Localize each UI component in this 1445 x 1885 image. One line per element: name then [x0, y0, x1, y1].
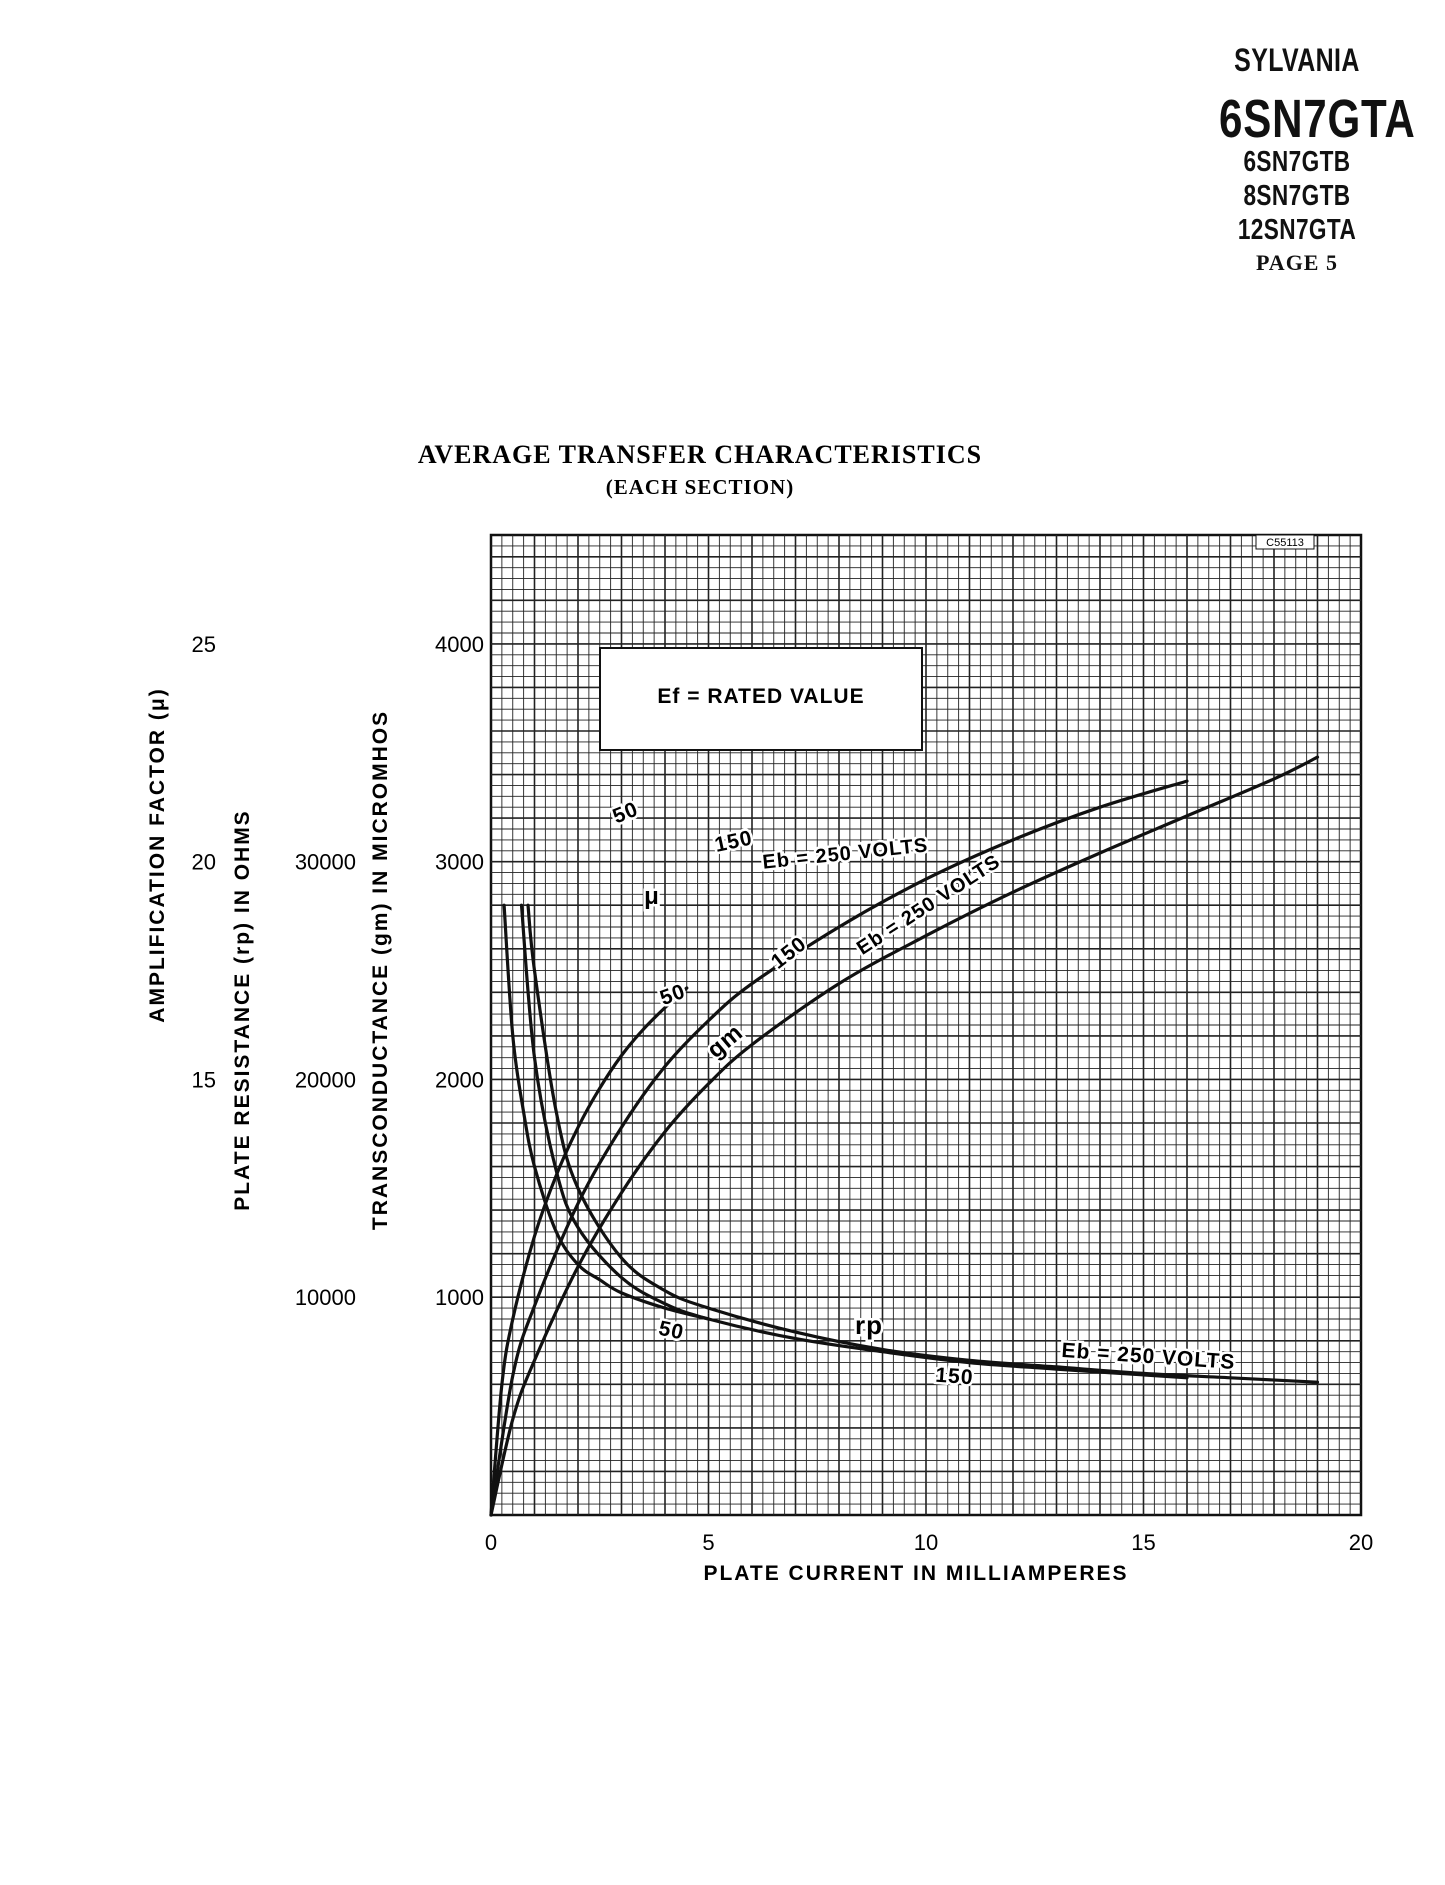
variant-3: 12SN7GTA: [1237, 214, 1357, 246]
chart-title: AVERAGE TRANSFER CHARACTERISTICS: [417, 440, 983, 469]
mu-curve-label: μ: [644, 883, 660, 910]
gm-50-label: 50: [656, 979, 689, 1011]
rp-150-label: 150: [934, 1363, 975, 1390]
gm-tick-label: 4000: [435, 631, 484, 657]
gm-tick-label: 3000: [435, 849, 484, 875]
page-number: PAGE 5: [1256, 250, 1338, 275]
gm-curve-label: gm: [701, 1018, 749, 1064]
x-tick-label: 5: [702, 1530, 715, 1555]
brand-name: SYLVANIA: [1234, 42, 1360, 78]
rp-curve-8: [528, 905, 1318, 1382]
x-tick-label: 10: [913, 1530, 939, 1555]
variant-1: 6SN7GTB: [1243, 146, 1351, 178]
mu-50-label: 50: [609, 797, 642, 829]
y-axis-label-mu: AMPLIFICATION FACTOR (μ): [146, 687, 169, 1023]
x-tick-label: 15: [1131, 1530, 1156, 1555]
mu-tick-label: 25: [191, 631, 216, 657]
variant-2: 8SN7GTB: [1243, 180, 1351, 212]
gm-tick-label: 1000: [435, 1285, 484, 1311]
gm-250-label: Eb = 250 VOLTS: [852, 850, 1005, 960]
rp-250-label: Eb = 250 VOLTS: [1060, 1338, 1237, 1375]
rp-curve-label: rp: [855, 1310, 883, 1340]
y-axis-label-rp: PLATE RESISTANCE (rp) IN OHMS: [231, 809, 254, 1211]
x-axis-label: PLATE CURRENT IN MILLIAMPERES: [703, 1562, 1129, 1585]
mu-tick-label: 15: [191, 1067, 216, 1093]
gm-tick-label: 2000: [435, 1067, 484, 1093]
model-number: 6SN7GTA: [1219, 89, 1416, 149]
rp-50-label: 50: [656, 1316, 687, 1345]
chart-subtitle: (EACH SECTION): [605, 475, 795, 499]
rp-tick-label: 30000: [294, 849, 356, 875]
y-axis-label-gm: TRANSCONDUCTANCE (gm) IN MICROMHOS: [369, 709, 392, 1231]
x-tick-label: 20: [1348, 1530, 1374, 1555]
gm-150-label: 150: [766, 932, 812, 974]
annotation-text: Ef = RATED VALUE: [657, 685, 865, 708]
rp-tick-label: 20000: [294, 1067, 356, 1093]
rp-tick-label: 10000: [294, 1285, 356, 1311]
x-tick-label: 0: [484, 1530, 498, 1555]
mu-250-label: Eb = 250 VOLTS: [761, 834, 930, 874]
chart-code: C55113: [1266, 537, 1304, 549]
mu-150-label: 150: [712, 826, 755, 857]
mu-tick-label: 20: [191, 849, 216, 875]
curve-labels: [610, 798, 1237, 1390]
